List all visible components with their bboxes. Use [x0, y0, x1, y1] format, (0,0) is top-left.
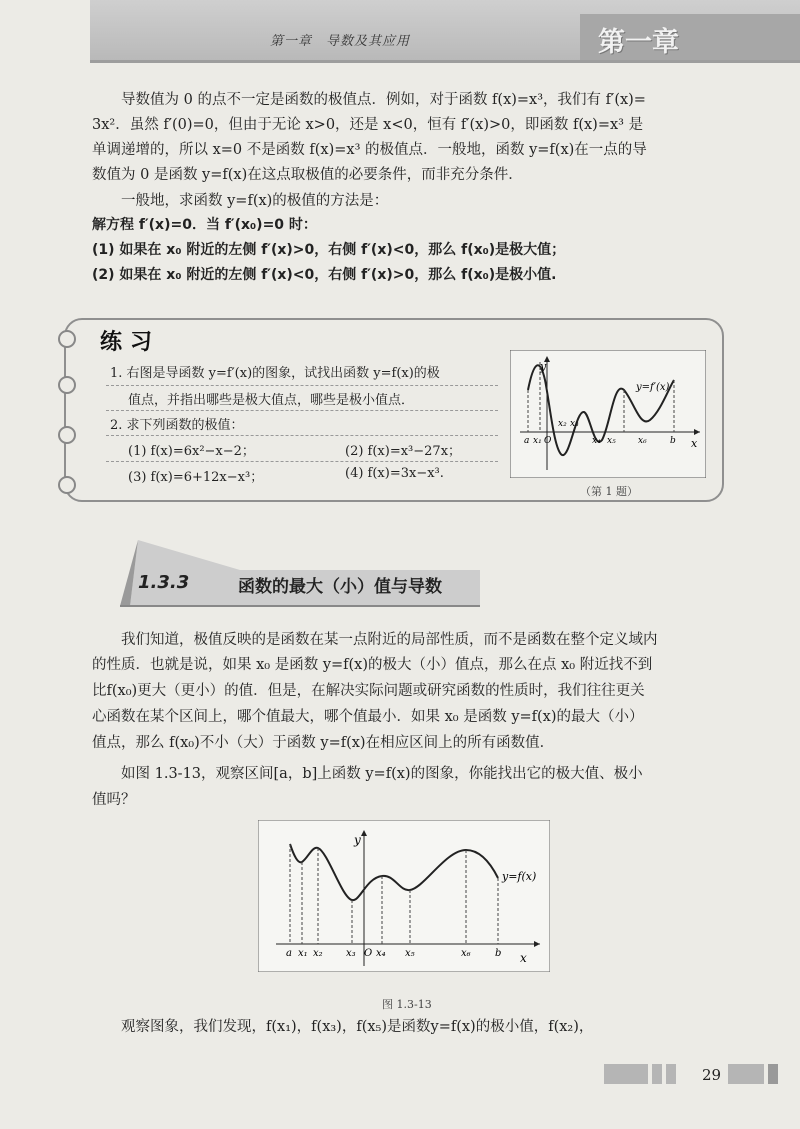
- label-x4: x₄: [376, 948, 386, 959]
- exercise-item: (1) f(x)=6x²−x−2；: [128, 444, 255, 459]
- intro-line: 导数值为 0 的点不一定是函数的极值点．例如，对于函数 f(x)=x³，我们有 f′(x)=: [92, 92, 646, 108]
- footer-bar: [728, 1064, 764, 1084]
- chapter-badge: [580, 14, 800, 60]
- curve-label: y=f(x): [502, 870, 537, 883]
- label-a: a: [524, 436, 530, 446]
- intro-line: 3x²．虽然 f′(0)=0，但由于无论 x>0，还是 x<0，恒有 f′(x)>0，即函数 f(x)=x³ 是: [92, 117, 644, 133]
- header-subtitle: 第一章 导数及其应用: [270, 34, 411, 49]
- y-label: y: [540, 360, 547, 373]
- body-line: 值吗？: [92, 792, 136, 808]
- derivative-figure: [510, 350, 706, 478]
- label-x3: x₃: [570, 419, 579, 429]
- footer-bar: [652, 1064, 662, 1084]
- footer-bar: [666, 1064, 676, 1084]
- exercise-title: 练习: [100, 330, 161, 355]
- intro-line: 数值为 0 是函数 y=f(x)在这点取极值的必要条件，而非充分条件．: [92, 167, 523, 183]
- section-number: 1.3.3: [138, 572, 190, 593]
- label-x5: x₅: [607, 436, 616, 446]
- binder-ring: [58, 476, 76, 494]
- body-line: 值点，那么 f(x₀)不小（大）于函数 y=f(x)在相应区间上的所有函数值．: [92, 735, 555, 751]
- binder-ring: [58, 330, 76, 348]
- exercise-item: (3) f(x)=6+12x−x³；: [128, 470, 264, 485]
- label-x6: x₆: [638, 436, 647, 446]
- body-line: 如图 1.3-13，观察区间[a，b]上函数 y=f(x)的图象，你能找出它的极大值、极小: [92, 766, 643, 782]
- label-x2: x₂: [558, 419, 567, 429]
- intro-line: 单调递增的，所以 x=0 不是函数 f(x)=x³ 的极值点．一般地，函数 y=f(x)在一点的导: [92, 142, 647, 158]
- method-line: 解方程 f′(x)=0．当 f′(x₀)=0 时：: [92, 217, 317, 233]
- chapter-badge-text: 第一章: [598, 27, 679, 58]
- divider: [106, 410, 498, 411]
- binder-ring: [58, 376, 76, 394]
- exercise-item: (2) f(x)=x³−27x；: [345, 444, 462, 459]
- divider: [106, 435, 498, 436]
- page-number: 29: [702, 1066, 722, 1084]
- intro-line: 一般地，求函数 y=f(x)的极值的方法是：: [92, 193, 389, 209]
- divider: [106, 461, 498, 462]
- label-x3: x₃: [346, 948, 356, 959]
- x-label: x: [691, 437, 698, 450]
- rule-min: (2) 如果在 x₀ 附近的左侧 f′(x)<0，右侧 f′(x)>0，那么 f(x₀)是极小值.: [92, 267, 557, 283]
- label-a: a: [286, 948, 292, 959]
- footer-bar: [604, 1064, 648, 1084]
- exercise-figure-caption: （第 1 题）: [580, 485, 638, 498]
- exercise-q2: 2. 求下列函数的极值：: [110, 418, 244, 433]
- binder-ring: [58, 426, 76, 444]
- label-origin: O: [364, 948, 373, 959]
- x-label: x: [520, 951, 527, 965]
- figure-caption: 图 1.3-13: [382, 998, 432, 1011]
- body-line: 心函数在某个区间上，哪个值最大，哪个值最小．如果 x₀ 是函数 y=f(x)的最大（小）: [92, 709, 644, 725]
- y-label: y: [354, 833, 361, 847]
- body-line: 的性质．也就是说，如果 x₀ 是函数 y=f(x)的极大（小）值点，那么在点 x₀ 附近找不到: [92, 657, 653, 673]
- function-figure: [258, 820, 550, 972]
- rule-max: (1) 如果在 x₀ 附近的左侧 f′(x)>0，右侧 f′(x)<0，那么 f(x₀)是极大值；: [92, 242, 566, 258]
- footer-bar: [768, 1064, 778, 1084]
- label-origin: O: [544, 436, 552, 446]
- label-b: b: [670, 436, 676, 446]
- label-x2: x₂: [313, 948, 323, 959]
- curve-label: y=f′(x): [636, 382, 670, 393]
- exercise-item: (4) f(x)=3x−x³.: [345, 466, 444, 481]
- body-line: 我们知道，极值反映的是函数在某一点附近的局部性质，而不是函数在整个定义域内: [92, 632, 658, 648]
- label-x5: x₅: [405, 948, 415, 959]
- exercise-q1-cont: 值点，并指出哪些是极大值点，哪些是极小值点．: [128, 393, 415, 408]
- label-x1: x₁: [533, 436, 542, 446]
- exercise-q1: 1. 右图是导函数 y=f′(x)的图象，试找出函数 y=f(x)的极: [110, 366, 440, 381]
- label-x6: x₆: [461, 948, 471, 959]
- section-title: 函数的最大（小）值与导数: [238, 577, 442, 597]
- divider: [106, 385, 498, 386]
- label-b: b: [495, 948, 502, 959]
- label-x1: x₁: [298, 948, 308, 959]
- label-x4: x₄: [592, 436, 601, 446]
- body-line: 比f(x₀)更大（更小）的值．但是，在解决实际问题或研究函数的性质时，我们往往更关: [92, 683, 645, 699]
- body-last-line: 观察图象，我们发现，f(x₁)，f(x₃)，f(x₅)是函数y=f(x)的极小值，f(x₂)，: [92, 1019, 594, 1035]
